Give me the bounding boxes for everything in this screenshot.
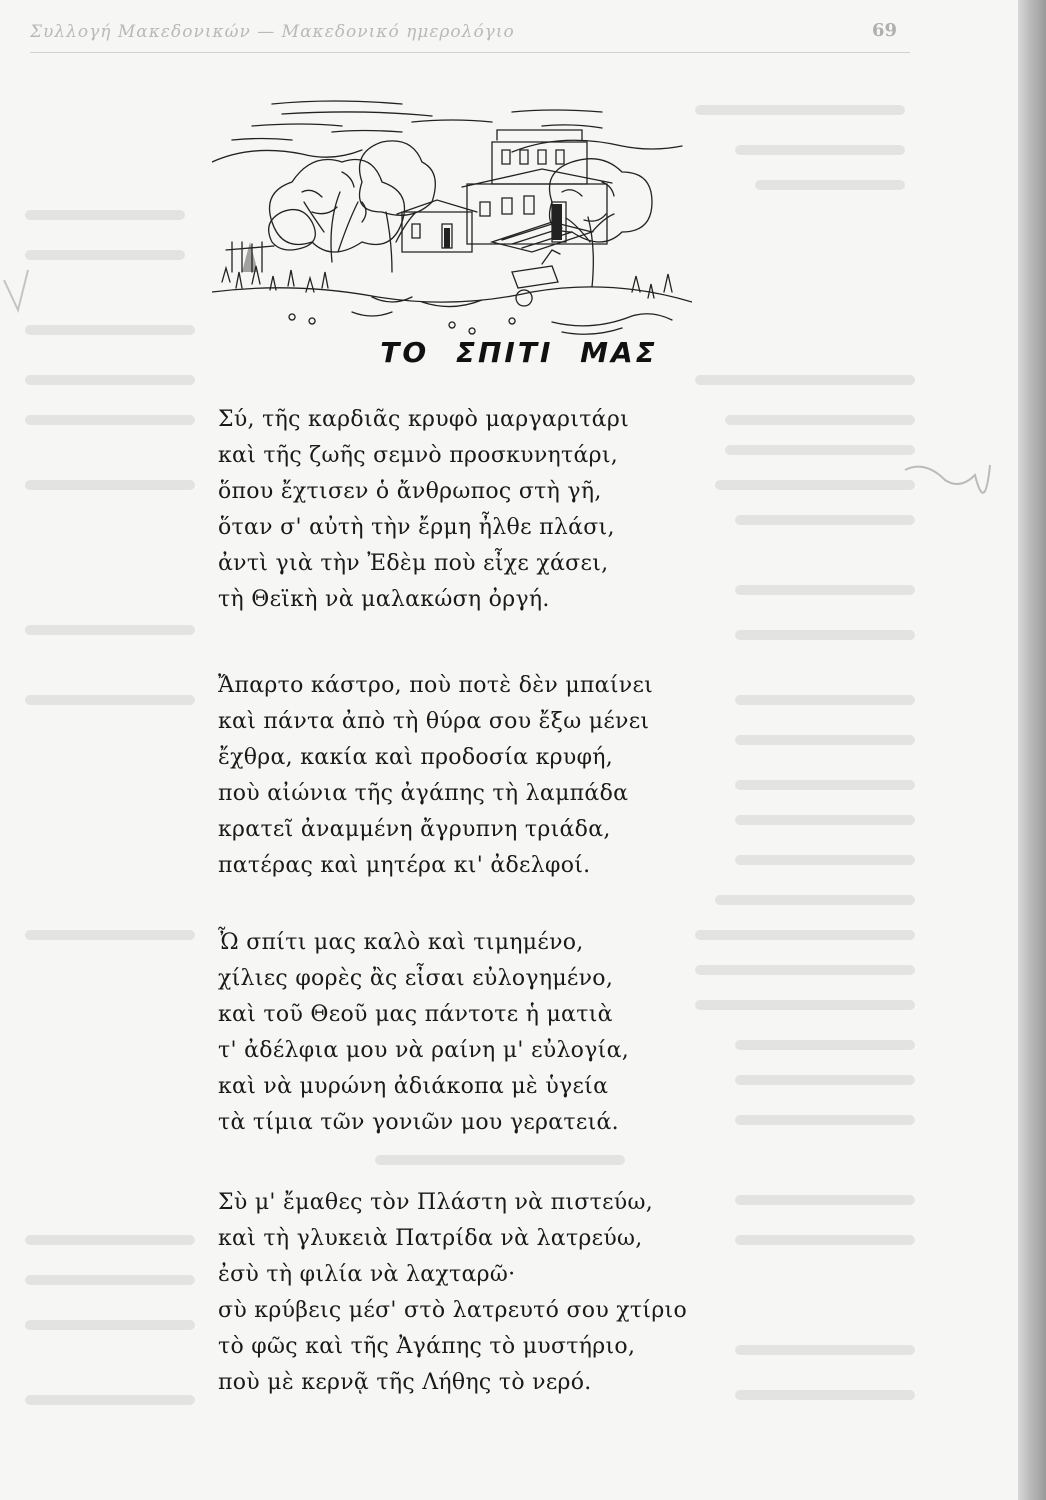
poem-title: ΤΟ ΣΠΙΤΙ ΜΑΣ <box>380 336 658 369</box>
stanza-4 <box>218 1185 778 1401</box>
poem-line: ποὺ μὲ κερνᾷ τῆς Λήθης τὸ νερό. <box>218 1370 592 1395</box>
poem-line: τ' ἀδέλφια μου νὰ ραίνη μ' εὐλογία, <box>218 1038 630 1063</box>
running-head: Συλλογή Μακεδονικών — Μακεδονικό ημερολόγιο <box>30 22 515 42</box>
poem-line: ποὺ αἰώνια τῆς ἀγάπης τὴ λαμπάδα <box>218 781 629 806</box>
poem-line: καὶ τῆς ζωῆς σεμνὸ προσκυνητάρι, <box>218 443 619 468</box>
poem-line: τὸ φῶς καὶ τῆς Ἀγάπης τὸ μυστήριο, <box>218 1334 636 1359</box>
poem-line: Ὦ σπίτι μας καλὸ καὶ τιμημένο, <box>218 930 584 955</box>
stanza-1 <box>218 402 778 618</box>
poem-line: τὴ Θεϊκὴ νὰ μαλακώση ὀργή. <box>218 587 550 612</box>
stanza-3 <box>218 925 778 1141</box>
poem-line: Ἄπαρτο κάστρο, ποὺ ποτὲ δὲν μπαίνει <box>218 673 654 698</box>
poem-line: κρατεῖ ἀναμμένη ἄγρυπνη τριάδα, <box>218 817 611 842</box>
poem-line: ἀντὶ γιὰ τὴν Ἐδὲμ ποὺ εἶχε χάσει, <box>218 551 609 576</box>
poem-line: καὶ νὰ μυρώνη ἀδιάκοπα μὲ ὑγεία <box>218 1074 609 1099</box>
poem-line: χίλιες φορὲς ἂς εἶσαι εὐλογημένο, <box>218 966 614 991</box>
book-page-edge <box>1018 0 1046 1500</box>
page-number: 69 <box>872 20 898 41</box>
stanza-2 <box>218 668 778 884</box>
poem-line: ὅπου ἔχτισεν ὁ ἄνθρωπος στὴ γῆ, <box>218 479 602 504</box>
poem-line: Σὺ μ' ἔμαθες τὸν Πλάστη νὰ πιστεύω, <box>218 1190 654 1215</box>
poem-line: ἐσὺ τὴ φιλία νὰ λαχταρῶ· <box>218 1262 516 1287</box>
poem-line: Σύ, τῆς καρδιᾶς κρυφὸ μαργαριτάρι <box>218 407 630 432</box>
poem-line: καὶ τοῦ Θεοῦ μας πάντοτε ἡ ματιὰ <box>218 1002 613 1027</box>
poem-line: τὰ τίμια τῶν γονιῶν μου γερατειά. <box>218 1110 619 1135</box>
poem-line: καὶ τὴ γλυκειὰ Πατρίδα νὰ λατρεύω, <box>218 1226 643 1251</box>
poem-line: καὶ πάντα ἀπὸ τὴ θύρα σου ἔξω μένει <box>218 709 650 734</box>
poem-line: πατέρας καὶ μητέρα κι' ἀδελφοί. <box>218 853 591 878</box>
poem-line: ἔχθρα, κακία καὶ προδοσία κρυφή, <box>218 745 614 770</box>
poem-line: ὅταν σ' αὐτὴ τὴν ἔρμη ἦλθε πλάσι, <box>218 515 615 540</box>
house-landscape-illustration <box>212 92 692 340</box>
poem-line: σὺ κρύβεις μέσ' στὸ λατρευτό σου χτίριο <box>218 1298 688 1323</box>
